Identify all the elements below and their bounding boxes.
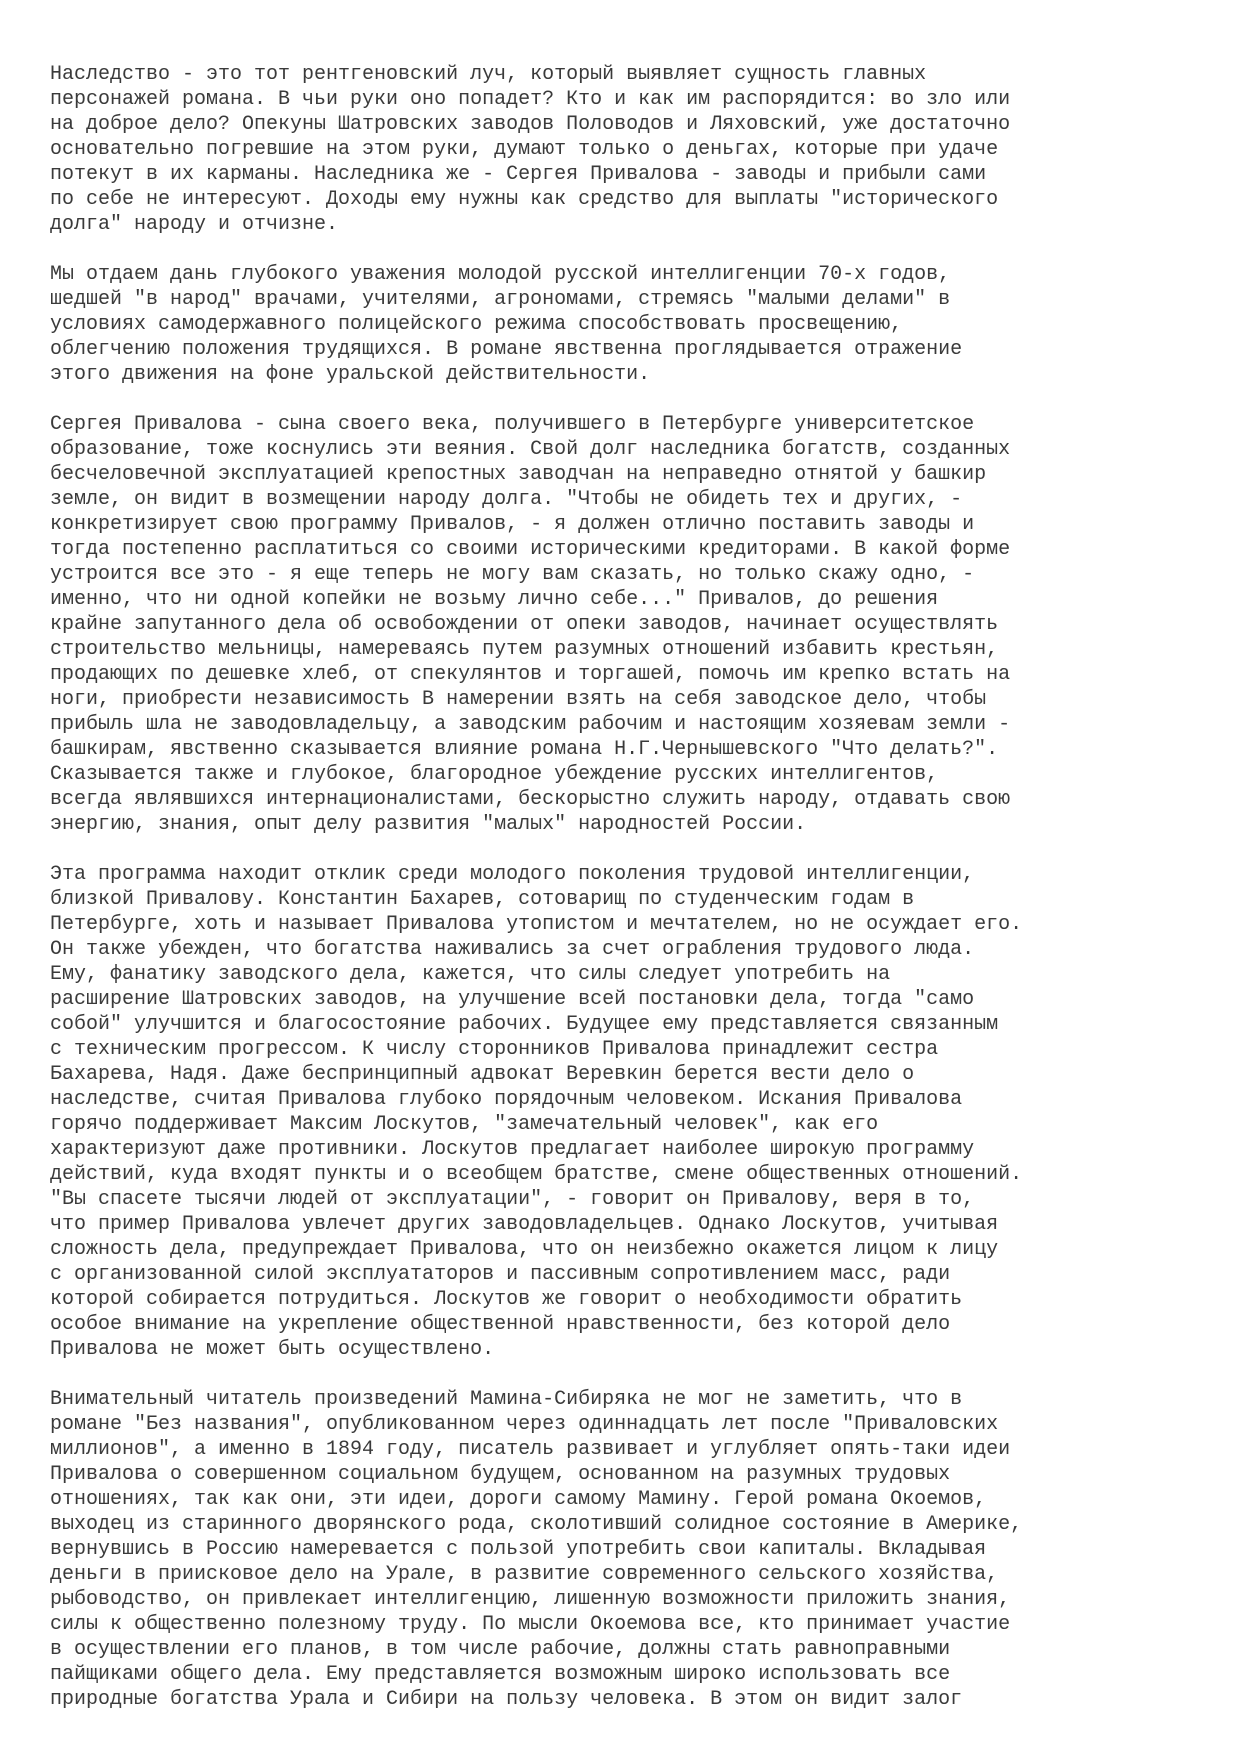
text-line: сложность дела, предупреждает Привалова, что он неизбежно окажется лицом к лицу — [50, 1238, 999, 1261]
text-line: характеризуют даже противники. Лоскутов предлагает наиболее широкую программу — [50, 1138, 975, 1161]
text-line: основательно погревшие на этом руки, думают только о деньгах, которые при удаче — [50, 138, 999, 161]
text-line: горячо поддерживает Максим Лоскутов, "замечательный человек", как его — [50, 1113, 879, 1136]
text-line: персонажей романа. В чьи руки оно попадет? Кто и как им распорядится: во зло или — [50, 88, 1011, 111]
paragraph — [50, 862, 1200, 1362]
text-line: Привалова не может быть осуществлено. — [50, 1338, 495, 1361]
text-line: Внимательный читатель произведений Мамина-Сибиряка не мог не заметить, что в — [50, 1388, 963, 1411]
text-line: Наследство - это тот рентгеновский луч, который выявляет сущность главных — [50, 63, 927, 86]
text-line: конкретизирует свою программу Привалов, - я должен отлично поставить заводы и — [50, 513, 975, 536]
text-line: на доброе дело? Опекуны Шатровских заводов Половодов и Ляховский, уже достаточно — [50, 113, 1011, 136]
text-line: Сказывается также и глубокое, благородное убеждение русских интеллигентов, — [50, 763, 939, 786]
text-line: в осуществлении его планов, в том числе рабочие, должны стать равноправными — [50, 1638, 951, 1661]
text-line: собой" улучшится и благосостояние рабочих. Будущее ему представляется связанным — [50, 1013, 999, 1036]
text-line: Мы отдаем дань глубокого уважения молодой русской интеллигенции 70-х годов, — [50, 263, 951, 286]
text-line: наследстве, считая Привалова глубоко порядочным человеком. Искания Привалова — [50, 1088, 963, 1111]
text-line: потекут в их карманы. Наследника же - Сергея Привалова - заводы и прибыли сами — [50, 163, 987, 186]
text-line: устроится все это - я еще теперь не могу вам сказать, но только скажу одно, - — [50, 563, 975, 586]
text-line: рыбоводство, он привлекает интеллигенцию, лишенную возможности приложить знания, — [50, 1588, 1011, 1611]
text-line: всегда являвшихся интернационалистами, бескорыстно служить народу, отдавать свою — [50, 788, 1011, 811]
text-line: бесчеловечной эксплуатацией крепостных заводчан на неправедно отнятой у башкир — [50, 463, 987, 486]
text-line: башкирам, явственно сказывается влияние романа Н.Г.Чернышевского "Что делать?". — [50, 738, 999, 761]
text-line: романе "Без названия", опубликованном через одиннадцать лет после "Приваловских — [50, 1413, 999, 1436]
paragraph — [50, 62, 1200, 237]
text-line: пайщиками общего дела. Ему представляется возможным широко использовать все — [50, 1663, 951, 1686]
text-line: именно, что ни одной копейки не возьму лично себе..." Привалов, до решения — [50, 588, 939, 611]
text-line: прибыль шла не заводовладельцу, а заводским рабочим и настоящим хозяевам земли - — [50, 713, 1011, 736]
text-line: облегчению положения трудящихся. В романе явственна проглядывается отражение — [50, 338, 963, 361]
paragraph — [50, 262, 1200, 387]
paragraph — [50, 1387, 1200, 1712]
text-line: вернувшись в Россию намеревается с пользой употребить свои капиталы. Вкладывая — [50, 1538, 987, 1561]
text-line: земле, он видит в возмещении народу долга. "Чтобы не обидеть тех и других, - — [50, 488, 963, 511]
text-line: Петербурге, хоть и называет Привалова утопистом и мечтателем, но не осуждает его. — [50, 913, 1023, 936]
text-line: которой собирается потрудиться. Лоскутов же говорит о необходимости обратить — [50, 1288, 963, 1311]
text-line: действий, куда входят пункты и о всеобщем братстве, смене общественных отношений. — [50, 1163, 1023, 1186]
text-line: продающих по дешевке хлеб, от спекулянтов и торгашей, помочь им крепко встать на — [50, 663, 1011, 686]
text-line: Сергея Привалова - сына своего века, получившего в Петербурге университетское — [50, 413, 975, 436]
text-line: "Вы спасете тысячи людей от эксплуатации", - говорит он Привалову, веря в то, — [50, 1188, 975, 1211]
text-line: силы к общественно полезному труду. По мысли Окоемова все, кто принимает участие — [50, 1613, 1011, 1636]
text-line: выходец из старинного дворянского рода, сколотивший солидное состояние в Америке, — [50, 1513, 1023, 1536]
text-line: отношениях, так как они, эти идеи, дороги самому Мамину. Герой романа Окоемов, — [50, 1488, 987, 1511]
text-line: Он также убежден, что богатства наживались за счет ограбления трудового люда. — [50, 938, 975, 961]
text-line: что пример Привалова увлечет других заводовладельцев. Однако Лоскутов, учитывая — [50, 1213, 999, 1236]
text-line: энергию, знания, опыт делу развития "малых" народностей России. — [50, 813, 807, 836]
text-line: с организованной силой эксплуататоров и пассивным сопротивлением масс, ради — [50, 1263, 951, 1286]
text-line: Эта программа находит отклик среди молодого поколения трудовой интеллигенции, — [50, 863, 975, 886]
paragraph — [50, 412, 1200, 837]
text-line: строительство мельницы, намереваясь путем разумных отношений избавить крестьян, — [50, 638, 999, 661]
text-line: Ему, фанатику заводского дела, кажется, что силы следует употребить на — [50, 963, 891, 986]
text-line: миллионов", а именно в 1894 году, писатель развивает и углубляет опять-таки идеи — [50, 1438, 1011, 1461]
text-line: Привалова о совершенном социальном будущем, основанном на разумных трудовых — [50, 1463, 951, 1486]
text-line: Бахарева, Надя. Даже беспринципный адвокат Веревкин берется вести дело о — [50, 1063, 915, 1086]
text-line: условиях самодержавного полицейского режима способствовать просвещению, — [50, 313, 903, 336]
text-line: образование, тоже коснулись эти веяния. Свой долг наследника богатств, созданных — [50, 438, 1011, 461]
text-line: шедшей "в народ" врачами, учителями, агрономами, стремясь "малыми делами" в — [50, 288, 951, 311]
text-line: деньги в приисковое дело на Урале, в развитие современного сельского хозяйства, — [50, 1563, 999, 1586]
text-line: близкой Привалову. Константин Бахарев, сотоварищ по студенческим годам в — [50, 888, 915, 911]
text-line: долга" народу и отчизне. — [50, 213, 339, 236]
text-line: крайне запутанного дела об освобождении от опеки заводов, начинает осуществлять — [50, 613, 999, 636]
text-line: тогда постепенно расплатиться со своими историческими кредиторами. В какой форме — [50, 538, 1011, 561]
text-line: расширение Шатровских заводов, на улучшение всей постановки дела, тогда "само — [50, 988, 975, 1011]
text-line: по себе не интересуют. Доходы ему нужны как средство для выплаты "исторического — [50, 188, 999, 211]
text-line: особое внимание на укрепление общественной нравственности, без которой дело — [50, 1313, 951, 1336]
text-line: природные богатства Урала и Сибири на пользу человека. В этом он видит залог — [50, 1688, 963, 1711]
text-line: ноги, приобрести независимость В намерении взять на себя заводское дело, чтобы — [50, 688, 987, 711]
document-page — [50, 62, 1200, 1737]
text-line: с техническим прогрессом. К числу сторонников Привалова принадлежит сестра — [50, 1038, 939, 1061]
text-line: этого движения на фоне уральской действительности. — [50, 363, 651, 386]
